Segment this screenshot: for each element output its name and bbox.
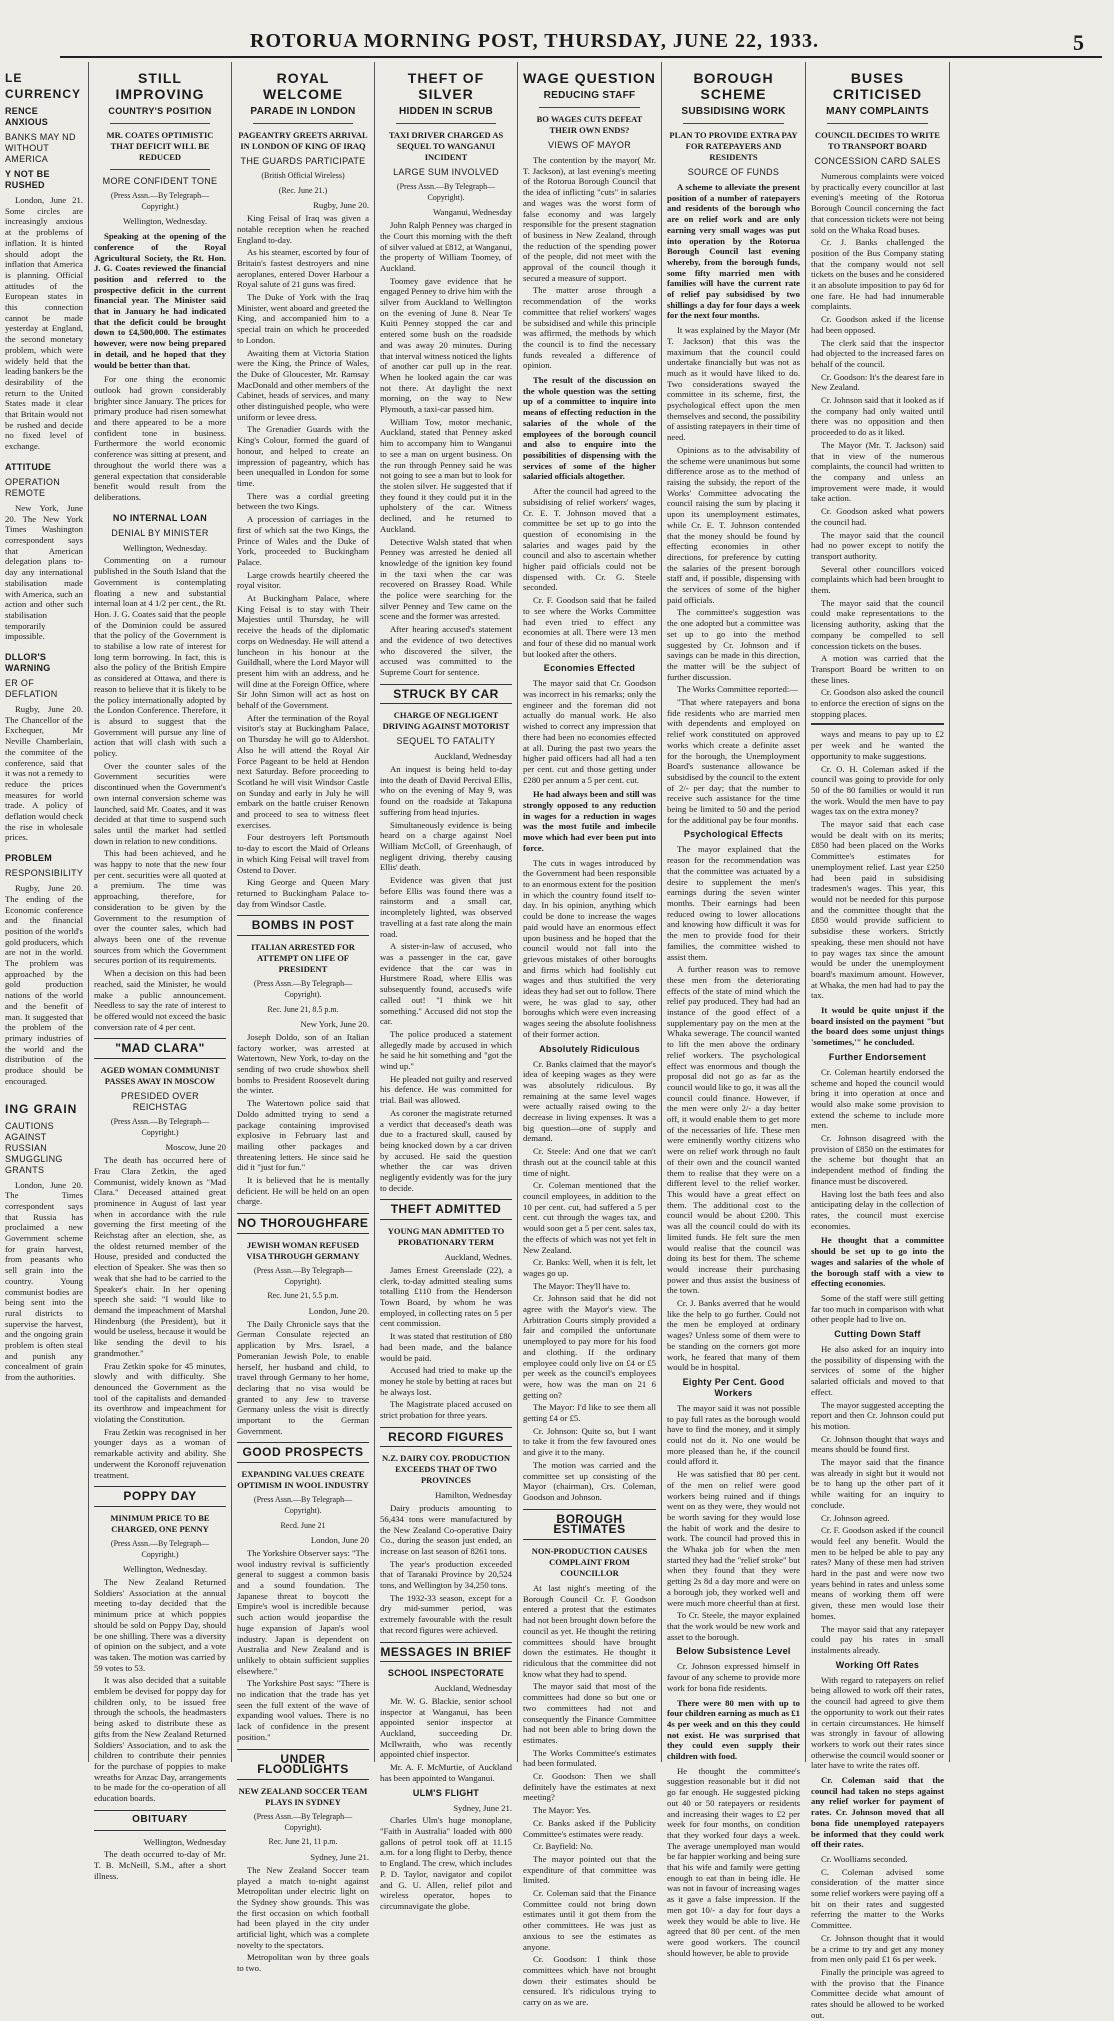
article-text: Having lost the bath fees and also anticipating delay in the collection of rates, the council must exercise economies. — [811, 1188, 944, 1231]
article-text: Cr. Coleman said that the Finance Committee could not bring down estimates until it got them from the other committees. He was just as anxious to see the estimates as anyone. — [523, 1888, 656, 1952]
article-text: The mayor said that most of the committees had done so but one or two committees had not and consequently the Finance Committee had not been able to bring down the estimates. — [523, 1681, 656, 1745]
article-text: Four destroyers left Portsmouth to-day to escort the Maid of Orleans in which King Feisal will travel from Ostend to Dover. — [237, 832, 369, 875]
article-highlight: He had always been and still was strongly opposed to any reduction in wages for a reduction in wages was the most futile and imbecile move which had ever been put into force. — [523, 789, 656, 853]
received-time: Rec. June 21, 11 p.m. — [268, 1837, 338, 1847]
subheading: ATTITUDE — [5, 461, 52, 472]
article-text: The mayor explained that the reason for the recommendation was that the committee was actuated by a desire to supplement the men's earnings during the seven winter months. Their earnings had been reduced owing to lower allocations and knowing how difficult it was for the men to provide food for their families, the committee wished to assist them. — [667, 844, 800, 962]
subheading: THE GUARDS PARTICIPATE — [240, 156, 366, 166]
article-text: A motion was carried that the Transport Board be written to on these lines. — [811, 653, 944, 685]
subheading: REDUCING STAFF — [543, 90, 636, 101]
article-text: Cr. Banks: Well, when it is felt, let wages go up. — [523, 1257, 656, 1278]
article-text: Frau Zetkin spoke for 45 minutes, slowly and with difficulty. She denounced the Government as the tool of the capitalists and demanded its overthrow and impeachment for violating the Constitution. — [94, 1360, 226, 1425]
deck: CHARGE OF NEGLIGENT DRIVING AGAINST MOTORIST — [382, 710, 510, 732]
deck: JEWISH WOMAN REFUSED VISA THROUGH GERMANY — [246, 1239, 360, 1261]
article-text: Rugby, June 20. The Chancellor of the Exchequer, Mr Neville Chamberlain, the commitee of the conference, said that it was not a remedy to reduce the prices measures for world trade. A policy of deflation would check the rise in wholesale prices. — [5, 704, 83, 843]
byline: (Press Assn.—By Telegraph—Copyright). — [253, 979, 353, 999]
article-text: This had been achieved, and he was happy to note that the new four per cent. securities were all quoted at a premium. The time was approaching, therefore, for consideration to be given by the Government to the resumption of over the counter sales, which had always been one of the revenue sources from which the Government secures portion of its requirements. — [94, 848, 226, 966]
article-text: Cr. Coleman mentioned that the council employees, in addition to the 10 per cent. cut, had suffered a 5 per cent. cut through the wages tax, and would soon get a 5 per cent. sales tax, the effects of which was not yet felt in New Zealand. — [523, 1180, 657, 1255]
article-text: Evidence was given that just before Ellis was found there was a rainstorm and a small car, incompletely lighted, was observed travelling at a fast rate along the main road. — [380, 875, 512, 939]
headline: ROYAL WELCOME — [262, 70, 344, 102]
byline: (Press Assn.—By Telegraph—Copyright). — [253, 1812, 353, 1832]
article-highlight: Cr. Coleman said that the council had taken no steps against any relief worker for payment of rates. Cr. Johnson moved that all bona fide unemployed ratepayers be informed that they could work off their rates. — [811, 1775, 944, 1850]
page-number: 5 — [1073, 30, 1084, 55]
subheading: ER OF DEFLATION — [5, 678, 58, 700]
subheading: Psychological Effects — [683, 829, 784, 840]
masthead — [0, 0, 1114, 62]
received-time: Recd. June 21 — [280, 1520, 326, 1530]
article-text: There was a cordial greeting between the two Kings. — [237, 490, 369, 512]
article-text: After the council had agreed to the subsidising of relief workers' wages, Cr. E. T. Johnson moved that a committee be set up to go into the question of economising in the salaries and wages paid by the council and also to ascertain whether higher paid officials could not be dispensed with. Cr. G. Steele seconded. — [523, 486, 656, 593]
headline: MESSAGES IN BRIEF — [380, 1642, 512, 1663]
article-text: Cr. Johnson thought that ways and means should be found first. — [811, 1433, 944, 1455]
subheading: Eighty Per Cent. Good Workers — [682, 1376, 785, 1398]
subheading: SCHOOL INSPECTORATE — [387, 1668, 505, 1679]
article-text: Cr. Johnson said that it looked as if the company had only waited until there was no opposition and then proceeded to do as it liked. — [811, 395, 944, 438]
article-text: The contention by the mayor( Mr. T. Jackson), at last evening's meeting of the Rotorua Borough Council that the idea of inflicting "cuts" in salaries and wages was the worst form of false economy and was largely responsible for the present stagnation of business in New Zealand, through the reduction of the spending power of the people, did not meet with the approval of the council though it secured a measure of support. — [523, 155, 656, 283]
article-text: At Buckingham Palace, where King Feisal is to stay with Their Majesties until Thursday, he will receive the heads of the diplomatic corps on Wednesday. He will attend a luncheon in his honour at the Guildhall, where the Lord Mayor will present him with an address, and he will dine at the Foreign Office, where Sir John Simon will act as host on behalf of the Government. — [237, 593, 369, 711]
article-text: A procession of carriages in the first of which sat the two Kings, the Prince of Wales and the Duke of York, proceeded to Buckingham Palace. — [237, 514, 369, 567]
article-text: As coroner the magistrate returned a verdict that deceased's death was due to a fractured skull, caused by being knocked down by a car driven by accused. He said the question whether the car was driven negligently evidently was for the jury to decide. — [380, 1107, 512, 1193]
column-3 — [374, 62, 517, 1911]
article-text: "That where ratepayers and bona fide residents who are married men with dependents and employed on relief work constituted on approved works which create a definite asset for the borough, the Unemployment Board's sustenance allowance be subsidised by the council to the extent of 2/- per day; that the number to receive such assistance for the time being be limited to 50 and the period for the additional pay be four months. — [667, 697, 800, 825]
article-text: It was explained by the Mayor (Mr T. Jackson) that this was the maximum that the council could undertake financially but was not as much as it would have liked to do. Two considerations swayed the committee in its scheme, first, the psychological effect upon the men themselves and second, the possibility of assisting ratepayers in their time of need. — [667, 325, 800, 443]
article-text: Cr. Goodson: I think those committees which have not brought down their estimates should be censured. It's ridiculous trying to carry on as we are. — [523, 1954, 656, 2008]
article-text: The Works Committee reported:— — [677, 684, 798, 695]
article-text: London, June 21. Some circles are increasingly anxious at the problems of inflation. It is hinted should adopt the inflation that America is planning. Official attitudes of the European states in this connection cannot be made yesterday at England, the second monetary problem, which were widely held that the leading bankers be the desirability of the return to the United States made it clear that Britain would not be rushed and decide no fixed level of exchange. — [5, 195, 83, 452]
byline: (Press Assn.—By Telegraph—Copyright). — [253, 1265, 353, 1286]
article-text: After the termination of the Royal visitor's stay at Buckingham Palace, on Thursday he will go to Aldershot. Also he will attend the Royal Air Force Pageant to be held at Hendon next Saturday. Before proceeding to Scotland he will visit Windsor Castle on Sunday and early in July he will embark on the battle cruiser Renown and proceed to sea to witness fleet exercises. — [237, 712, 369, 830]
article-text: The mayor suggested accepting the report and then Cr. Johnson could put his motion. — [811, 1399, 944, 1431]
byline: (Press Assn.—By Telegraph—Copyright.) — [110, 1117, 210, 1137]
headline: RECORD FIGURES — [380, 1427, 512, 1448]
article-text: Cr. Bayfield: No. — [533, 1841, 593, 1852]
article-text: The Magistrate placed accused on strict probation for three years. — [380, 1399, 512, 1421]
article-text: The police produced a statement allegedly made by accused in which he said he hit something and "got the wind up." — [380, 1028, 512, 1072]
article-text: He was satisfied that 80 per cent. of the men on relief were good workers being ruined and if things went on as they were, they would not be worth saving for they would lose the habit of work and the desire to work. The council had proved this in the Whaka job for when the men started they had the "relief stroke" but when they found that they were getting 2s 8d a day more and were on a borough job, they worked well and were much more cheerful than at first. — [667, 1469, 800, 1608]
dateline: New York, June 20. — [300, 1019, 369, 1030]
article-text: Metropolitan won by three goals to two. — [237, 1952, 369, 1974]
article-text: Finally the principle was agreed to with the proviso that the Finance Committee decide what amount of rates should be allowed to be worked out. — [811, 1966, 944, 2020]
article-text: Over the counter sales of the Government securities were discontinued when the Government's own internal conversion scheme was launched, said Mr. Coates, and it was decided at that time to suspend such sales until the market had settled down in relation to new conditions. — [94, 760, 226, 846]
article-text: Cr. Johnson disagreed with the provision of £850 on the estimates for the scheme but thought that an independent method of finding the finance must be discovered. — [811, 1133, 944, 1186]
article-text: New York, June 20. The New York Times Washington correspondent says that American delegation plans to-day any international stabilisation made with America, such an action and other such stabilisation temporarily impossible. — [5, 502, 83, 642]
subheading: ULM'S FLIGHT — [412, 1787, 480, 1798]
deck: N.Z. DAIRY COY. PRODUCTION EXCEEDS THAT OF TWO PROVINCES — [382, 1453, 510, 1486]
article-text: Cr. Steele: And one that we can't thrash out at the council table at this time of night. — [523, 1146, 656, 1178]
article-text: Cr. Johnson thought that it would be a crime to try and get any money from men only paid £1 6s per week. — [811, 1932, 944, 1965]
article-text: ways and means to pay up to £2 per week and he wanted the opportunity to make suggestions. — [811, 729, 944, 761]
article-text: London, June 20. The Times correspondent says that Russia has proclaimed a new Government scheme for grain harvest, from peasants who sell grain into the country. Young communist bodies are being sent into the rural districts to supervise the harvest, and the ongoing grain problem is often steal and punish any concealment of grain from the authorities. — [5, 1179, 83, 1383]
dateline: London, June 20 — [310, 1535, 369, 1546]
article-text: The motion was carried and the committee set up consisting of the Mayor (chairman), Crs. Coleman, Goodson and Johnson. — [523, 1459, 656, 1502]
article-text: The Mayor (Mr. T. Jackson) said that in view of the numerous complaints, the council had written to the company and unless an improvement were made, it would take action. — [811, 439, 944, 504]
deck: EXPANDING VALUES CREATE OPTIMISM IN WOOL INDUSTRY — [237, 1469, 369, 1491]
subheading: LARGE SUM INVOLVED — [393, 167, 499, 177]
article-text: The Duke of York with the Iraq Minister, went aboard and greeted the King, and accompanied him to a special train on which he proceeded to London. — [237, 292, 369, 345]
subheading: VIEWS OF MAYOR — [547, 140, 632, 150]
dateline: Wellington, Wednesday. — [122, 1564, 207, 1575]
article-text: Cr. F. Goodson said that he failed to see where the Works Committee had even tried to effect any economies at all. There were 13 men and four of these did no manual work but looked after the others. — [523, 595, 656, 659]
divider — [396, 123, 496, 124]
divider — [253, 123, 353, 124]
article-text: The cuts in wages introduced by the Government had been responsible to an enormous extent for the position in which the country found itself to-day. In his opinion, anything which could be done to increase the wages paid would have an enormous effect upon business and he hoped that the council would not fall into the grievous mistakes of other boroughs and firms which had foolishly cut wages and thus stultified the very ideas they had set out to follow. There were, he was glad to say, other boroughs which were even increasing wages seeing the absolute foolishness of their former action. — [523, 857, 656, 1039]
article-text: After hearing accused's statement and the evidence of two detectives who discovered the silver, the accused was committed to the Supreme Court for sentence. — [380, 624, 512, 677]
article-text: C. Coleman advised some consideration of the matter since some relief workers were paying off a bit on their rates and suggested referring the matter to the Works Committee. — [811, 1866, 944, 1931]
article-text: John Ralph Penney was charged in the Court this morning with the theft of silver valued at £812, at Wanganui, the property of William Toomey, of Auckland. — [380, 220, 512, 273]
article-text: Numerous complaints were voiced by practically every councillor at last evening's meeting of the Rotorua Borough Council concerning the fact that concession tickets were not being sold on the Whaka Road buses. — [811, 171, 944, 235]
column-1 — [88, 62, 231, 1881]
subheading: Cutting Down Staff — [834, 1329, 921, 1340]
article-text: The Daily Chronicle says that the German Consulate rejected an application by Mrs. Israel, a Pomeranian Jewish Pole, to enable herself, her husband and child, to travel through Germany to her home, declaring that no visa would be granted to any Jew to traverse Germany unless the visit is directly important to the German Government. — [237, 1318, 369, 1436]
article-text: The Works Committee's estimates had been formulated. — [523, 1747, 656, 1769]
received-time: (Rec. June 21.) — [278, 185, 328, 195]
divider — [827, 123, 928, 124]
subheading: DLLOR'S WARNING — [5, 652, 51, 674]
received-time: Rec. June 21, 8.5 p.m. — [267, 1004, 339, 1014]
subheading: HIDDEN IN SCRUB — [399, 106, 493, 117]
article-text: The 1932-33 season, except for a dry mid-summer period, was extremely favourable with the result that record figures were achieved. — [380, 1592, 512, 1635]
deck: PAGEANTRY GREETS ARRIVAL IN LONDON OF KING OF IRAQ — [238, 130, 368, 151]
column-4 — [517, 62, 661, 2008]
article-text: At last night's meeting of the Borough Council Cr. F. Goodson entered a protest that the estimates had not been brought down before the council as yet. He thought the retiring committees should have brought down the estimates. He thought it ridiculous that the committee did not know what they had to spend. — [523, 1583, 656, 1679]
article-highlight: It would be quite unjust if the board insisted on the payment "but the board does some unjust things 'sometimes,'" he concluded. — [811, 1005, 944, 1048]
byline: (British Official Wireless) — [261, 171, 345, 180]
headline: WAGE QUESTION — [523, 70, 656, 86]
article-text: Cr. Johnson said that he did not agree with the Mayor's view. The Arbitration Courts simply provided a fair and compiled the unfortunate unemployed to pay more for his food and clothing. If the ordinary employee could only live on £4 or £5 per week as the council's employees were, how was the man on 21 6 getting on? — [523, 1293, 656, 1400]
article-text: Accused had tried to make up the money he stole by betting at races but he always lost. — [380, 1365, 512, 1397]
article-text: Cr. O. H. Coleman asked if the council was going to provide for only 50 of the 80 families or would it run the work. Would the men have to pay wages tax on the extra money? — [811, 763, 944, 817]
dateline: Wellington, Wednesday. — [122, 216, 207, 227]
article-text: Opinions as to the advisability of the scheme were unanimous but some difference arose as to the method of raising the subsidy, the report of the Works' Committee advocating the council raising the sum by placing it upon its unemployment estimates, while Cr. E. T. Johnson contended that the money should be found by effecting economies in other directions, for preference by cutting the salaries of the present borough staff and, if possible, dispensing with the services of some of the higher paid officials. — [667, 444, 800, 605]
column-5 — [661, 62, 805, 1958]
byline: (Press Assn.—By Telegraph—Copyright.) — [110, 191, 210, 211]
article-text: Cr. Johnson agreed. — [821, 1512, 890, 1523]
article-text: James Ernest Greenslade (22), a clerk, to-day admitted stealing sums totalling £110 from the Henderson Town Board, by whom he was employed, in collecting rates on 5 per cent commission. — [380, 1264, 512, 1329]
headline: OBITUARY — [94, 1810, 226, 1831]
article-text: Dairy products amounting to 56,434 tons were manufactured by the New Zealand Co-operative Dairy Co., during the season just ended, an increase on last season of 8261 tons. — [380, 1503, 512, 1556]
deck: BO WAGES CUTS DEFEAT THEIR OWN ENDS? — [536, 114, 643, 135]
deck: YOUNG MAN ADMITTED TO PROBATIONARY TERM — [387, 1226, 505, 1248]
headline: NO THOROUGHFARE — [237, 1213, 369, 1234]
subheading: PRESIDED OVER REICHSTAG — [121, 1091, 199, 1113]
article-text: He thought the committee's suggestion reasonable but it did not go far enough. He suggested picking out 40 or 50 ratepayers or residents and increasing their wages to £2 per week for four months, on condition that they worked four days a week. The average unemployed man would be far happier working and being sure that his wife and family were getting enough to eat than in being idle. He was not in favour of increasing wages as it gave a false impression. If the men got 10/- a day for four days a week they would be able to live. He agreed that 80 per cent. of the men were good workers. The council should however, be able to provide — [667, 1765, 800, 1958]
headline: BOMBS IN POST — [237, 915, 369, 936]
article-lead: Speaking at the opening of the conference of the Royal Agricultural Society, the Rt. Hon. J. G. Coates reviewed the financial position and referred to the prospective deficit in the current financial year. The Minister said that in January he had indicated that the deficit could be brought down to £4,500,000. The estimates however, were now being prepared in detail, and he hoped that they would be better than that. — [94, 231, 226, 370]
article-text: The New Zealand Soccer team played a match to-night against Metropolitan under electric light on the Sydney show grounds. This was the first occasion on which football had been played in the city under artificial light, which was a complete novelty to the spectators. — [237, 1864, 369, 1950]
article-text: The Grenadier Guards with the King's Colour, formed the guard of honour, and helped to create an impression of pageantry, which has been unequalled in London for some time. — [237, 424, 369, 488]
article-text: It was stated that restitution of £80 had been made, and the balance would be paid. — [380, 1331, 512, 1363]
article-text: The year's production exceeded that of Taranaki Province by 20,524 tons, and Wellington by 34,250 tons. — [380, 1558, 512, 1591]
deck: MR. COATES OPTIMISTIC THAT DEFICIT WILL BE REDUCED — [106, 130, 214, 162]
article-text: The matter arose through a recommendation of the works committee that relief workers' wages be subsidised and while this principle was affirmed, the methods by which the council is to find the necessary funds revealed a difference of opinion. — [523, 285, 656, 371]
dateline: Sydney, June 21. — [453, 1802, 512, 1813]
deck: AGED WOMAN COMMUNIST PASSES AWAY IN MOSCOW — [100, 1065, 220, 1087]
article-text: Mr. W. G. Blackie, senior school inspector at Wanganui, has been appointed senior inspector at Auckland, succeeding Dr. McIlwraith, who was recently appointed chief inspector. — [380, 1695, 512, 1760]
divider — [811, 723, 944, 725]
divider — [539, 107, 640, 108]
article-text: When a decision on this had been reached, said the Minister, he would make a public announcement. Needless to say the rate of interest to be offered would not exceed the basic conversion rate of 4 per cent. — [94, 968, 226, 1032]
dateline: Wanganui, Wednesday — [432, 207, 512, 218]
subheading: Further Endorsement — [828, 1051, 927, 1062]
article-text: Cr. Coleman heartily endorsed the scheme and hoped the council would bring it into operation at once and would also make some provision to extend the scheme to include more men. — [811, 1066, 944, 1131]
received-time: Rec. June 21, 5.5 p.m. — [267, 1291, 339, 1301]
article-text: Cr. Woolliams seconded. — [821, 1853, 908, 1864]
article-text: The mayor pointed out that the expenditure of that committee was limited. — [523, 1853, 656, 1886]
subheading: CONCESSION CARD SALES — [814, 156, 941, 166]
article-text: The Watertown police said that Doldo admitted trying to send a package containing improvised explosive in February last and mailing other packages and threatening letters. He since said he did it "just for fun." — [237, 1098, 369, 1173]
headline: GOOD PROSPECTS — [237, 1442, 369, 1463]
article-text: The mayor said that any ratepayer could pay his rates in small instalments already. — [811, 1623, 944, 1655]
headline: UNDER FLOODLIGHTS — [237, 1749, 369, 1780]
article-text: He also asked for an inquiry into the possibility of dispensing with the services of some of the higher salaried officials and moved to that effect. — [811, 1344, 944, 1397]
article-text: Detective Walsh stated that when Penney was arrested he denied all knowledge of the ignition key found in the taxi when the car was recovered on Brassey Road. While the police were searching for the silver Penney and Tew came on the scene and the former was arrested. — [380, 536, 512, 622]
subheading: Working Off Rates — [835, 1659, 920, 1670]
article-text: The clerk said that the inspector had objected to the increased fares on behalf of the council. — [811, 337, 944, 369]
column-6 — [805, 62, 949, 2020]
subheading: OPERATION REMOTE — [5, 476, 61, 498]
article-text: Cr. J. Banks averred that he would like the help to go further. Could not the men be employed at ordinary wages? Unless some of them were to be standing on the corners got more work, he feared that many of them would be in hospital. — [667, 1298, 800, 1373]
deck: NON-PRODUCTION CAUSES COMPLAINT FROM COUNCILLOR — [531, 1546, 648, 1579]
article-text: The mayor said that the council could make representations to the licensing authority, asking that the company be compelled to sell concession tickets on the buses. — [811, 597, 944, 651]
article-text: Rugby, June 20. The ending of the Economic conference and the financial position of the world's gold producers, which are not in the world. The problem was approached by the gold production nations of the world and the benefit of man. It suggested that the problem of the primary industries of the world and the distribution of the produce should be encouraged. — [5, 883, 83, 1086]
headline: STILL IMPROVING — [115, 70, 205, 102]
divider — [683, 123, 784, 124]
article-highlight: There were 80 men with up to four children earning as much as £1 4s per week and on this they could not exist. He was surprised that they could even supply their children with food. — [667, 1697, 800, 1762]
subheading: CAUTIONS AGAINST RUSSIAN SMUGGLING GRANTS — [5, 1120, 63, 1175]
article-text: The death occurred to-day of Mr. T. B. McNeill, S.M., after a short illness. — [94, 1849, 226, 1881]
article-text: Cr. F. Goodson asked if the council would feel any benefit. Would the men to be helped be able to pay any rates? Many of these men had striven hard in the past and were now two years behind in rates and unless some means of working them off were given, these men would lose their homes. — [811, 1525, 944, 1621]
article-text: The Yorkshire Observer says: "The wool industry revival is sufficiently general to suggest a common basis and a sound foundation. The Japanese threat to boycott the Empire's wool is incredible because such action would jeopardise the huge expansion of Japan's wool industry. Japan is dependent on Australia and New Zealand and is unlikely to obtain sufficient supplies elsewhere." — [237, 1547, 370, 1676]
subheading: NO INTERNAL LOAN — [112, 512, 208, 523]
dateline: Wellington, Wednesday. — [122, 542, 207, 553]
article-text: Several other councillors voiced complaints which had been brought to them. — [811, 563, 944, 596]
subheading: SUBSIDISING WORK — [681, 106, 786, 117]
dateline: Rugby, June 20. — [313, 200, 369, 211]
article-text: Cr. Goodson: It's the dearest fare in New Zealand. — [811, 371, 944, 393]
dateline: Sydney, June 21. — [310, 1852, 369, 1863]
article-text: It is believed that he is mentally deficient. He will be held on an open charge. — [237, 1175, 369, 1207]
article-text: Joseph Doldo, son of an Italian factory worker, was arrested at Watertown, New York, to-day on the sending of two crude showbox shell bombs to President Roosevelt during the winter. — [237, 1031, 369, 1096]
headline: THEFT OF SILVER — [407, 70, 485, 102]
subheading: Below Subsistence Level — [676, 1646, 791, 1657]
headline: BUSES CRITICISED — [832, 70, 923, 102]
divider — [110, 123, 210, 124]
article-highlight: The result of the discussion on the whole question was the setting up of a committee to inquire into means of effecting reduction in the salaries of the whole of the employees of the borough council and also to enquire into the possibilities of dispensing with the services of some of the higher salaried officials altogether. — [523, 375, 656, 482]
article-text: The committee's suggestion was the one adopted but a committee was set up to go into the method suggested by Cr. Johnson and if savings can be made in this direction, the matter will be the subject of further discussion. — [667, 607, 800, 682]
article-highlight: He thought that a committee should be set up to go into the wages and salaries of the whole of the borough staff with a view to effecting economies. — [811, 1235, 944, 1289]
article-text: The Mayor: I'd like to see them all getting £4 or £5. — [523, 1402, 656, 1424]
article-text: Cr. Goodson: Then we shall definitely have the estimates at next meeting? — [523, 1771, 656, 1803]
subheading: BANKS MAY ND WITHOUT AMERICA — [5, 132, 76, 164]
article-text: Cr. Johnson: Quite so, but I want to take it from the few favoured ones and give it to the many. — [523, 1425, 656, 1458]
article-text: Commenting on a rumour published in the South Island that the Government is contemplating floating a new and substantial internal loan at 4 1/2 per cent., the Rt. Hon. J. G. Coates said that the people of the Dominion could be assured that the policy of the Government is to stabilise a low rate of interest for long term borrowing. In fact, this is also the policy of the British Empire as considered at Ottawa, and there is reason to believe that it is likely to be the policy internationally adopted by the London Conference. Therefore, it is absurd to suggest that the Government will pursue any line of action that will clash with such a policy. — [94, 555, 226, 759]
subheading: COUNTRY'S POSITION — [108, 106, 212, 116]
column-0 — [0, 62, 88, 1762]
article-lead: A scheme to alleviate the present position of a number of ratepayers and residents of the borough who are on relief work and are only earning very small wages was put into operation by the Rotorua Borough Council last evening whereby, from the borough funds, some fifty married men with families will have the current rate of relief pay subsidised by two shillings a day for four days a week for the next four months. — [667, 182, 800, 321]
byline: (Press Assn.—By Telegraph—Copyright.) — [110, 1538, 210, 1559]
article-text: An inquest is being held to-day into the death of David Percival Ellis, who on the evening of May 9, was found on the roadside at Takapuna suffering from head injuries. — [380, 764, 512, 817]
subheading: PROBLEM — [5, 853, 53, 864]
headline: THEFT ADMITTED — [380, 1199, 512, 1220]
subheading: DENIAL BY MINISTER — [111, 527, 209, 538]
article-text: Large crowds heartily cheered the royal visitor. — [237, 569, 369, 591]
article-text: The Yorkshire Post says: "There is no indication that the trade has yet seen the full extent of the wave of expanding wool values. There is no lack of confidence in the present position." — [237, 1678, 369, 1742]
article-text: The Mayor: They'll have to. — [533, 1280, 631, 1291]
page-columns — [0, 62, 1114, 2020]
headline: ING GRAIN — [5, 1101, 78, 1116]
dateline: Auckland, Wednes. — [444, 1252, 512, 1263]
article-text: Cr. Goodson asked if the license had been opposed. — [811, 314, 944, 335]
article-text: Simultaneously evidence is being heard on a charge against Noel William McColl, of Greenhaugh, of negligent driving, thereby causing Ellis' death. — [380, 819, 512, 873]
article-text: Cr. J. Banks challenged the position of the Bus Company stating that the company would not sell tickets on the buses and he considered it an absolute imposition to pay 6d for one fare. He had had innumerable complaints. — [811, 237, 944, 312]
subheading: RENCE ANXIOUS — [5, 106, 49, 127]
subheading: MORE CONFIDENT TONE — [102, 176, 218, 186]
subheading: SEQUEL TO FATALITY — [396, 736, 496, 747]
deck: NEW ZEALAND SOCCER TEAM PLAYS IN SYDNEY — [238, 1786, 368, 1807]
article-text: It was also decided that a suitable emblem be devised for poppy day for children only, to be issued free through the schools, the headmasters being asked to distribute these as gifts from the New Zealand Returned Soldiers' Association, and to ask the children to contribute their pennies for the purchase of poppies to make wreaths for Anzac Day, arrangements to be made for the co-operation of all education boards. — [94, 1675, 226, 1804]
article-text: Toomey gave evidence that he engaged Penney to drive him with the silver from Auckland to Wellington on the evening of June 8. Near Te Kuiti Penney stopped the car and entered some bush on the roadside and was away 20 minutes. During that interval witness noticed the lights of another car pull up in the rear. When he looked again the car was not there. At daylight the next morning, on the way to New Plymouth, a taxi-car passed him. — [380, 275, 512, 415]
article-text: The New Zealand Returned Soldiers' Association at the annual meeting to-day decided that the minimum price at which poppies should be sold on Poppy Day, should be one shilling. There was a diversity of opinion on the subject, and a vote was taken. The motion was carried by 59 votes to 53. — [94, 1577, 226, 1673]
article-text: Cr. Johnson expressed himself in favour of any scheme to provide more work for bona fide residents. — [667, 1661, 800, 1693]
article-text: A further reason was to remove these men from the deteriorating effects of the state of mind which the relief pay produced. They had had an instance of the good effect of a supplementary pay on the men at the Whaka sewerage. The council wanted to lift the men above the ordinary relief workers. The psychological effect was enormous and though the proposal did not go as far as the council would like to go, it was all the council could finance. However, if the men were only 2/- a day better off, it would enable them to get more of the necessaries of life. These men were eminently worthy citizens who were on relief work through no fault of their own and the council wanted them to realise that they were on a different level to the relief worker. This would have a great effect on them. The additional cost to the council would be about £200. This was all the council could do with its limited funds. He felt sure the men would realise that the council was doing its best for them. The scheme would increase their purchasing power and thus assist the business of the town. — [667, 964, 800, 1296]
article-text: Cr. Banks claimed that the mayor's idea of keeping wages as they were was absolutely ridiculous. By remaining at the same level wages were actually raised owing to the decrease in living expenses. It was a big question—one of supply and demand. — [523, 1058, 656, 1144]
deck: PLAN TO PROVIDE EXTRA PAY FOR RATEPAYERS AND RESIDENTS — [669, 130, 798, 162]
article-text: The mayor said that the finance was already in sight but it would not be to hang up the other part of it while waiting for an inquiry to conclude. — [811, 1457, 944, 1510]
masthead-title: ROTORUA MORNING POST, THURSDAY, JUNE 22, 1933. — [250, 30, 820, 52]
masthead-rule — [60, 56, 1102, 58]
subheading: MANY COMPLAINTS — [826, 106, 929, 117]
article-text: Charles Ulm's huge monoplane, "Faith in Australia" loaded with 800 gallons of petrol took off at 11.15 a.m. for a long flight to Derby, thence to England. The crew, which includes P. D. Taylor, navigator and copilot and G. U. Allen, relief pilot and wireless operator, hopes to circumnavigate the globe. — [380, 1815, 512, 1911]
subheading: PARADE IN LONDON — [250, 106, 356, 117]
dateline: Hamilton, Wednesday — [435, 1490, 512, 1501]
article-text: The death has occurred here of Frau Clara Zetkin, the aged Communist, widely known as "Mad Clara." Deceased attained great prominence in August of last year when in accordance with the rule governing the first meeting of the Reichstag after an election, she, as the oldest returned member of the House, presided and conducted the election of Speaker. She was then so weak that she had to be carried to the Speaker's chair. In her opening speech she said: "I would like to demand the impeachment of Marshal Hindenburg (the President), but it would be useless, because it would be like sending the devil to his grandmother." — [94, 1155, 226, 1358]
deck: COUNCIL DECIDES TO WRITE TO TRANSPORT BOARD — [815, 130, 940, 151]
headline: POPPY DAY — [94, 1486, 226, 1507]
article-text: A sister-in-law of accused, who was a passenger in the car, gave evidence that the car was in Hurstmere Road, where Ellis was subsequently found, accused's wife called out! "I think we hit something." Accused did not stop the car. — [380, 941, 512, 1027]
article-text: The mayor said that each case would be dealt with on its merits; £850 had been placed on the Works Committee's estimates for unemployment relief. Last year £250 had been paid in subsidising tradesmen's wages. This year, this would not be needed for this purpose and the committee thought that the £850 would provide sufficient to subsidise these workers. Strictly speaking, these men should not have to pay wages tax since the amount would be under the unemployment board's maximum amount. However, at Whaka, the men had had to pay the tax. — [811, 819, 944, 1001]
dateline: Wellington, Wednesday — [143, 1836, 226, 1847]
byline: (Press Assn.—By Telegraph—Copyright). — [253, 1495, 353, 1515]
article-text: Frau Zetkin was recognised in her younger days as a woman of remarkable activity and ability. She underwent the Koronoff rejuvenation treatment. — [94, 1426, 226, 1480]
article-text: William Tow, motor mechanic, Auckland, stated that Penney asked him to accompany him to Wanganui to see a man on urgent business. On the run through Penney said he was not going to see a man but to look for the stolen silver. He suggested that if they found it they could put it in the upholstery of the car. Witness declined, and he returned to Auckland. — [380, 416, 512, 534]
article-text: For one thing the economic outlook had grown considerably brighter since January. The prices for primary produce had risen somewhat and there appeared to be a more confident tone in business. Furthermore the world economic conference was sitting at present, and throughout the world there was a general expectation that considerable benefit would result from the deliberations. — [94, 374, 226, 502]
headline: BOROUGH ESTIMATES — [523, 1509, 656, 1540]
article-text: To Cr. Steele, the mayor explained that the work would be new work and asset to the borough. — [667, 1610, 800, 1642]
deck: ITALIAN ARRESTED FOR ATTEMPT ON LIFE OF PRESIDENT — [251, 942, 355, 975]
subheading: RESPONSIBILITY — [5, 868, 84, 879]
subheading: Y NOT BE RUSHED — [5, 169, 50, 190]
article-text: Some of the staff were still getting far too much in comparison with what other people had to live on. — [811, 1292, 944, 1325]
article-text: Cr. Goodson also asked the council to enforce the erection of signs on the stopping places. — [811, 687, 944, 719]
article-text: The mayor said it was not possible to pay full rates as the borough would have to find the money, and it simply could not do it. No one would be more pleased than he, if the council could afford it. — [667, 1402, 800, 1467]
article-text: The mayor said that the council had no power except to notify the transport authority. — [811, 529, 944, 561]
column-2 — [231, 62, 374, 1974]
headline: LE CURRENCY — [5, 71, 82, 101]
subheading: Absolutely Ridiculous — [539, 1043, 640, 1054]
article-text: Cr. Goodson asked what powers the council had. — [811, 506, 944, 527]
article-text: With regard to ratepayers on relief being allowed to work off their rates, the council had agreed to give them the opportunity to work out their rates in certain circumstances. He himself was strongly in favour of allowing workers to work out their rates since otherwise the council would sooner or later have to write the rates off. — [811, 1674, 944, 1771]
headline: BOROUGH SCHEME — [693, 70, 774, 102]
deck: MINIMUM PRICE TO BE CHARGED, ONE PENNY — [110, 1512, 210, 1534]
dateline: Auckland, Wednesday — [434, 751, 512, 762]
article-text: Awaiting them at Victoria Station were the King, the Prince of Wales, the Duke of Gloucester, Mr. Ramsay MacDonald and other members of the Cabinet, heads of services, and many other distinguished people, who were uniform or levee dress. — [237, 347, 369, 422]
dateline: Auckland, Wednesday — [434, 1683, 512, 1694]
article-text: He pleaded not guilty and reserved his defence. He was committed for trial. Bail was allowed. — [380, 1073, 512, 1106]
article-text: The Mayor: Yes. — [533, 1805, 591, 1816]
article-text: The mayor said that Cr. Goodson was incorrect in his remarks; only the engineer and the foreman did not actually do manual work. He also wished to correct any impression that there had been no economies effected at all. During the past two years the higher paid officers had all had a ten per cent. cut and those getting under £280 per annum a 5 per cent. cut. — [523, 678, 656, 785]
article-text: King George and Queen Mary returned to Buckingham Palace to-day from Windsor Castle. — [237, 877, 369, 909]
dateline: Moscow, June 20 — [165, 1142, 226, 1153]
subheading: Economies Effected — [543, 663, 636, 674]
divider — [110, 169, 210, 170]
headline: "MAD CLARA" — [94, 1038, 226, 1059]
subheading: SOURCE OF FUNDS — [687, 167, 780, 177]
article-text: Cr. Banks asked if the Publicity Committee's estimates were ready. — [523, 1817, 656, 1839]
dateline: London, June 20. — [308, 1305, 369, 1316]
article-text: Mr. A. F. McMurtie, of Auckland has been appointed to Wanganui. — [380, 1762, 512, 1783]
article-text: As his steamer, escorted by four of Britain's fastest destroyers and nine aeroplanes, entered Dover Harbour a Royal salute of 21 guns was fired. — [237, 247, 369, 290]
deck: TAXI DRIVER CHARGED AS SEQUEL TO WANGANUI INCIDENT — [388, 130, 504, 162]
page-margin — [949, 62, 1108, 1762]
byline: (Press Assn.—By Telegraph—Copyright). — [396, 182, 496, 202]
article-text: King Feisal of Iraq was given a notable reception when he reached England to-day. — [237, 213, 369, 245]
headline: STRUCK BY CAR — [380, 684, 512, 705]
